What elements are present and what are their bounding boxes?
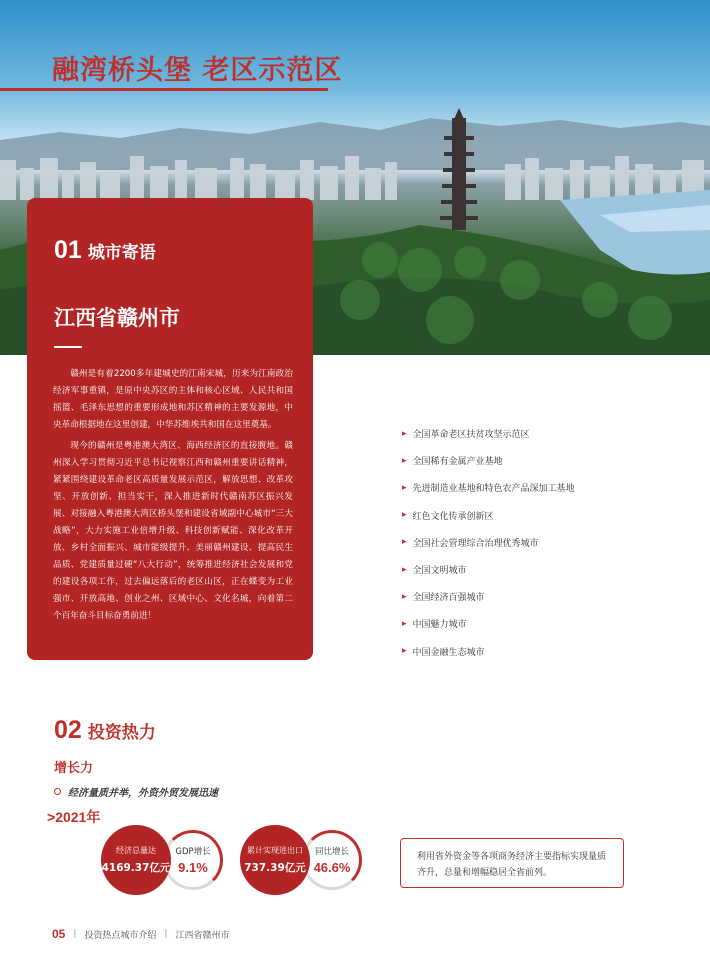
arrow-right-icon: ▸ (402, 428, 407, 439)
growth-subheading: 增长力 (54, 761, 94, 776)
honor-item: ▸ 全国社会管理综合治理优秀城市 (402, 537, 539, 549)
honor-item: ▸ 先进制造业基地和特色农产品深加工基地 (402, 482, 575, 495)
page-number: 05 (52, 927, 66, 941)
arrow-right-icon: ▸ (402, 510, 407, 521)
trade-total-label: 累计实现进出口 (247, 846, 303, 855)
arrow-right-icon: ▸ (402, 564, 407, 575)
arrow-right-icon: ▸ (402, 537, 407, 548)
honor-item: ▸ 中国金融生态城市 (402, 646, 485, 658)
gdp-growth-ring (163, 830, 223, 890)
gdp-growth-value: 9.1% (178, 860, 208, 875)
growth-bullet-text: 经济量质并举，外资外贸发展迅速 (68, 788, 218, 799)
arrow-right-icon: ▸ (402, 646, 407, 657)
trade-total-value: 737.39亿元 (244, 862, 306, 874)
city-name-divider (54, 346, 82, 348)
economy-total-circle (101, 825, 171, 895)
honors-list (402, 420, 575, 665)
honor-item: ▸ 全国经济百强城市 (402, 591, 485, 604)
section2-number: 02 (54, 716, 82, 744)
circle-bullet-icon (54, 788, 61, 795)
trade-total-circle (240, 825, 310, 895)
trade-growth-label: 同比增长 (314, 847, 349, 857)
section2-label: 投资热力 (87, 723, 156, 743)
footer-section: 投资热点城市介绍 (84, 930, 157, 941)
arrow-right-icon: ▸ (402, 455, 407, 466)
footer-city: 江西省赣州市 (175, 930, 230, 941)
honor-item: ▸ 全国文明城市 (402, 564, 467, 577)
intro-paragraph: 赣州是有着2200多年建城史的江南宋城，历来为江南政治经济军事重镇，是原中央苏区的主体和核心区域、人民共和国摇篮、毛泽东思想的重要形成地和苏区精神的主要发源地，中央革命根据地在这里创建，中华苏维埃共和国在这里奠基。 (53, 369, 293, 430)
gdp-growth-label: GDP增长 (175, 847, 211, 857)
city-name: 江西省赣州市 (54, 306, 180, 330)
city-intro-text (53, 366, 293, 629)
footer-separator: | (73, 929, 77, 939)
trade-growth-ring (302, 830, 362, 890)
title-underline (0, 88, 328, 91)
growth-bullet (54, 784, 218, 799)
page-footer (52, 927, 229, 941)
page-title: 融湾桥头堡 老区示范区 (52, 55, 343, 86)
investment-note: 利用省外资金等各项商务经济主要指标实现量质齐升，总量和增幅稳居全省前列。 (400, 838, 624, 888)
honor-item: ▸ 红色文化传承创新区 (402, 510, 494, 522)
honor-item: ▸ 中国魅力城市 (402, 618, 467, 631)
economy-total-label: 经济总量达 (116, 846, 156, 855)
honor-item: ▸ 全国革命老区扶贫攻坚示范区 (402, 428, 530, 441)
city-intro-card (27, 198, 313, 660)
arrow-right-icon: ▸ (402, 618, 407, 629)
economy-total-value: 4169.37亿元 (101, 862, 171, 874)
arrow-right-icon: ▸ (402, 591, 407, 602)
year-label: >2021年 (47, 809, 101, 825)
arrow-right-icon: ▸ (402, 482, 407, 493)
section1-label: 城市寄语 (87, 243, 156, 263)
chevron-right-icon: > (47, 809, 56, 825)
section2-heading (54, 716, 156, 745)
section1-number: 01 (54, 236, 82, 264)
section1-heading (54, 236, 156, 265)
intro-paragraph: 现今的赣州是粤港澳大湾区、海西经济区的直接腹地。赣州深入学习贯彻习近平总书记视察江西和赣州重要讲话精神，紧紧围绕建设革命老区高质量发展示范区，解放思想、改革攻坚、开放创新、担当实干，深入推进新时代赣南苏区振兴发展、对接融入粤港澳大湾区桥头堡和建设省域副中心城市“三大战略”，大力实施工业倍增升级、科技创新赋能、深化改革开放、乡村全面振兴、城市能级提升、美丽赣州建设、提高民生品质、党建质量过硬“八大行动”，统筹推进经济社会发展和党的建设各项工作，过去偏远落后的老区山区，正在蝶变为工业强市、开放高地、创业之州、区域中心、文化名城，向着第二个百年奋斗目标奋勇前进！ (53, 441, 293, 621)
footer-separator: | (164, 929, 168, 939)
trade-growth-value: 46.6% (313, 860, 351, 875)
honor-item: ▸ 全国稀有金属产业基地 (402, 455, 503, 468)
